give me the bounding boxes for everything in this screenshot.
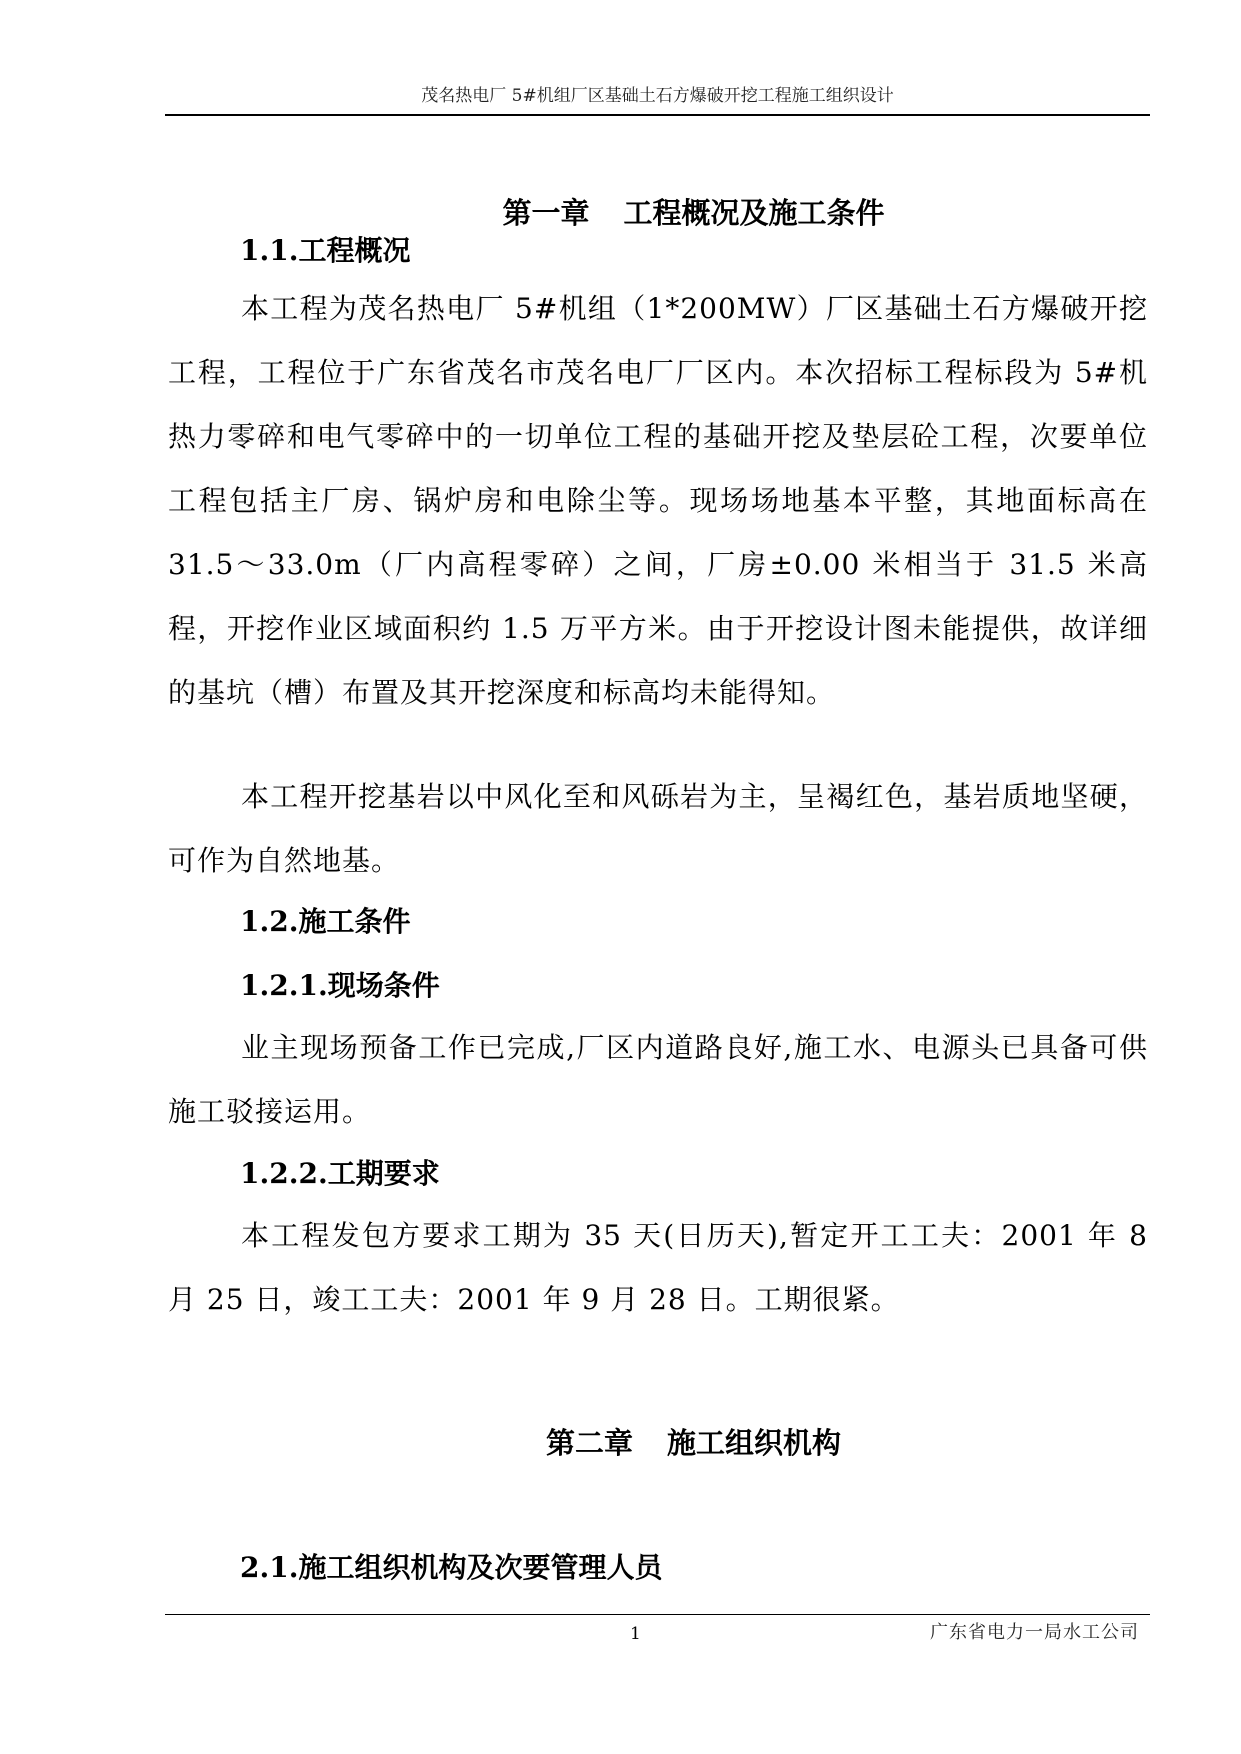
chapter-2-number: 第二章: [545, 1426, 633, 1460]
chapter-1-number: 第一章: [502, 196, 590, 230]
section-1-1-heading: 1.1.工程概况: [240, 234, 411, 267]
footer-rule: [165, 1614, 1150, 1615]
section-1-2-1-heading: 1.2.1.现场条件: [240, 969, 440, 1002]
section-1-2-heading: 1.2.施工条件: [240, 905, 411, 938]
chapter-2-name: 施工组织机构: [667, 1426, 842, 1460]
running-header: 茂名热电厂 5#机组厂区基础土石方爆破开挖工程施工组织设计: [421, 86, 894, 106]
section-1-2-1-paragraph: 业主现场预备工作已完成,厂区内道路良好,施工水、电源头已具备可供施工驳接运用。: [168, 1031, 1148, 1128]
section-1-2-2-heading: 1.2.2.工期要求: [240, 1157, 440, 1190]
section-1-2-2-paragraph: 本工程发包方要求工期为 35 天(日历天),暂定开工工夫：2001 年 8 月 25 日，竣工工夫：2001 年 9 月 28 日。工期很紧。: [168, 1219, 1148, 1316]
chapter-2-title: [0, 1423, 1241, 1463]
section-1-1-paragraph-2: 本工程开挖基岩以中风化至和风砾岩为主，呈褐红色，基岩质地坚硬，可作为自然地基。: [168, 780, 1148, 877]
section-1-1-paragraph-1: 本工程为茂名热电厂 5#机组（1*200MW）厂区基础土石方爆破开挖工程，工程位于广东省茂名市茂名电厂厂区内。本次招标工程标段为 5#机热力零碎和电气零碎中的一切单位工程的基础开挖及垫层砼工程，次要单位工程包括主厂房、锅炉房和电除尘等。现场场地基本平整，其地面标高在 31.5～33.0m（厂内高程零碎）之间，厂房±0.00 米相当于 31.5 米高程，开挖作业区域面积约 1.5 万平方米。由于开挖设计图未能提供，故详细的基坑（槽）布置及其开挖深度和标高均未能得知。: [168, 292, 1148, 709]
chapter-1-title: [0, 193, 1241, 233]
page-number: 1: [630, 1624, 641, 1644]
section-2-1-heading: 2.1.施工组织机构及次要管理人员: [240, 1551, 663, 1584]
footer-company: 广东省电力一局水工公司: [930, 1622, 1139, 1643]
chapter-1-name: 工程概况及施工条件: [623, 196, 885, 230]
header-rule: [165, 114, 1150, 116]
